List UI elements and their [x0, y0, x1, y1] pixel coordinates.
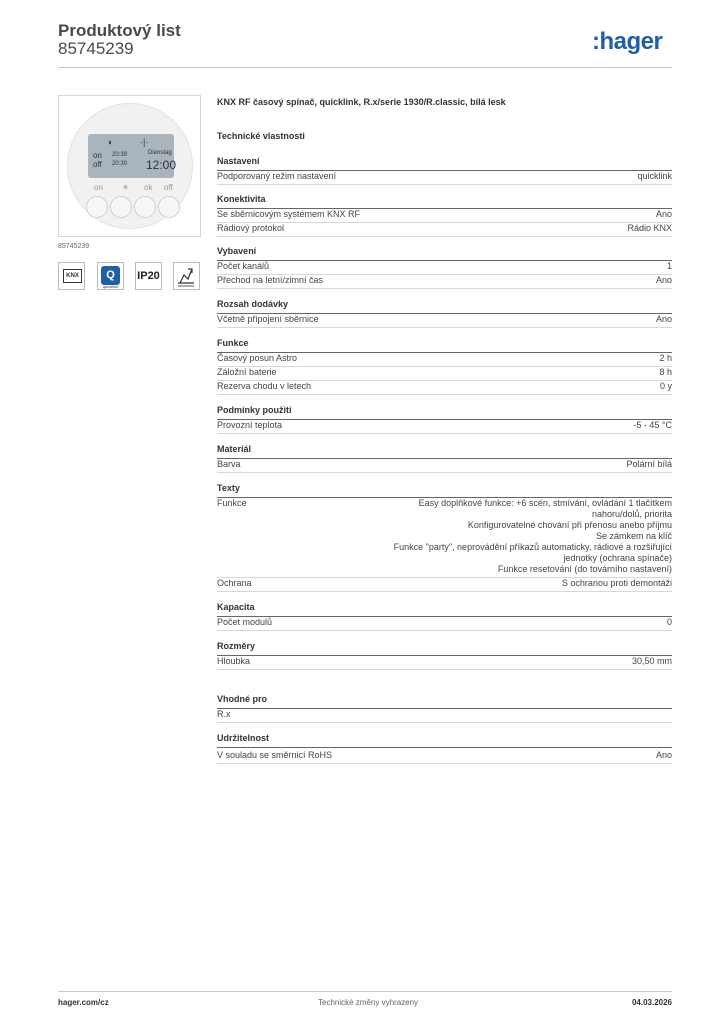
device-display — [88, 134, 177, 178]
spec-row: Časový posun Astro 2 h — [217, 352, 672, 367]
footer-website[interactable]: hager.com/cz — [58, 998, 109, 1007]
footer-disclaimer: Technické změny vyhrazeny — [318, 998, 419, 1007]
header-divider — [58, 67, 672, 68]
spec-row-ochrana: Ochrana S ochranou proti demontáži — [217, 577, 672, 592]
device-button-2 — [110, 196, 132, 218]
spec-row: Rádiový protokol Rádio KNX — [217, 222, 672, 237]
spec-row: Barva Polární bílá — [217, 458, 672, 473]
spec-row: Podporovaný režim nastavení quicklink — [217, 170, 672, 185]
spec-row: Včetně připojení sběrnice Ano — [217, 313, 672, 328]
product-image — [58, 95, 201, 237]
quicklink-icon: Q quicklink — [97, 262, 124, 290]
spec-row: Se sběrnicovým systémem KNX RF Ano — [217, 208, 672, 223]
hager-logo: :hager — [592, 28, 663, 55]
tech-heading: Technické vlastnosti — [217, 131, 305, 141]
spec-row: Počet modulů 0 — [217, 616, 672, 631]
device-button-3 — [134, 196, 156, 218]
section-kapacita: Kapacita — [217, 602, 672, 617]
spec-row: Přechod na letní/zimní čas Ano — [217, 274, 672, 289]
button-label-sun: ☀ — [122, 183, 130, 192]
spec-row: Rezerva chodu v letech 0 y — [217, 380, 672, 395]
display-day: Dienstag — [148, 150, 172, 156]
ip20-icon: IP20 — [135, 262, 162, 290]
section-nastaveni: Nastavení — [217, 156, 672, 171]
spec-row: Záložní baterie 8 h — [217, 366, 672, 381]
astro-icon: ◐ — [108, 137, 114, 147]
button-label-on: on — [94, 183, 103, 192]
mounting-icon — [173, 262, 200, 290]
product-title: KNX RF časový spínač, quicklink, R.x/serie 1930/R.classic, bílá lesk — [217, 97, 506, 107]
spec-row: V souladu se směrnicí RoHS Ano — [217, 749, 672, 764]
footer-date: 04.03.2026 — [631, 998, 672, 1007]
radio-icon: ·|· — [140, 137, 149, 147]
section-material: Materiál — [217, 444, 672, 459]
section-texty: Texty — [217, 483, 672, 498]
section-funkce: Funkce — [217, 338, 672, 353]
spec-row-funkce: Funkce Easy doplňkové funkce: +6 scén, stmívání, ovládání 1 tlačítkem nahoru/dolů, priorita Konfigurovatelné chování při přenosu anebo příjmu Se zámkem na klíč Funkce "party", neprovádění příkazů automaticky, rádiové a rozšiřující jednotky (ochrana spínače) Funkce resetování (do továrního nastavení) — [217, 497, 672, 578]
image-caption: 85745239 — [58, 243, 90, 250]
display-onoff: on off — [93, 151, 102, 169]
section-rozmery: Rozměry — [217, 641, 672, 656]
spec-row: Počet kanálů 1 — [217, 260, 672, 275]
spec-row: R.x — [217, 708, 672, 723]
section-vybaveni: Vybavení — [217, 246, 672, 261]
section-rozsah-dodavky: Rozsah dodávky — [217, 299, 672, 314]
product-number: 85745239 — [58, 39, 134, 58]
section-podminky-pouziti: Podmínky použití — [217, 405, 672, 420]
footer-divider — [58, 991, 672, 992]
section-vhodne-pro: Vhodné pro — [217, 694, 672, 709]
section-konektivita: Konektivita — [217, 194, 672, 209]
spec-row: Hloubka 30,50 mm — [217, 655, 672, 670]
section-udrzitelnost: Udržitelnost — [217, 733, 672, 748]
knx-icon: KNX — [58, 262, 85, 290]
button-label-off: off — [164, 183, 173, 192]
page-title: Produktový list — [58, 21, 181, 40]
display-time: 12:00 — [146, 158, 177, 172]
spec-row: Provozní teplota -5 - 45 °C — [217, 419, 672, 434]
device-body — [67, 103, 193, 229]
display-small-times: 20:39 20:30 — [112, 152, 128, 167]
button-label-ok: ok — [144, 183, 153, 192]
device-button-1 — [86, 196, 108, 218]
device-button-4 — [158, 196, 180, 218]
